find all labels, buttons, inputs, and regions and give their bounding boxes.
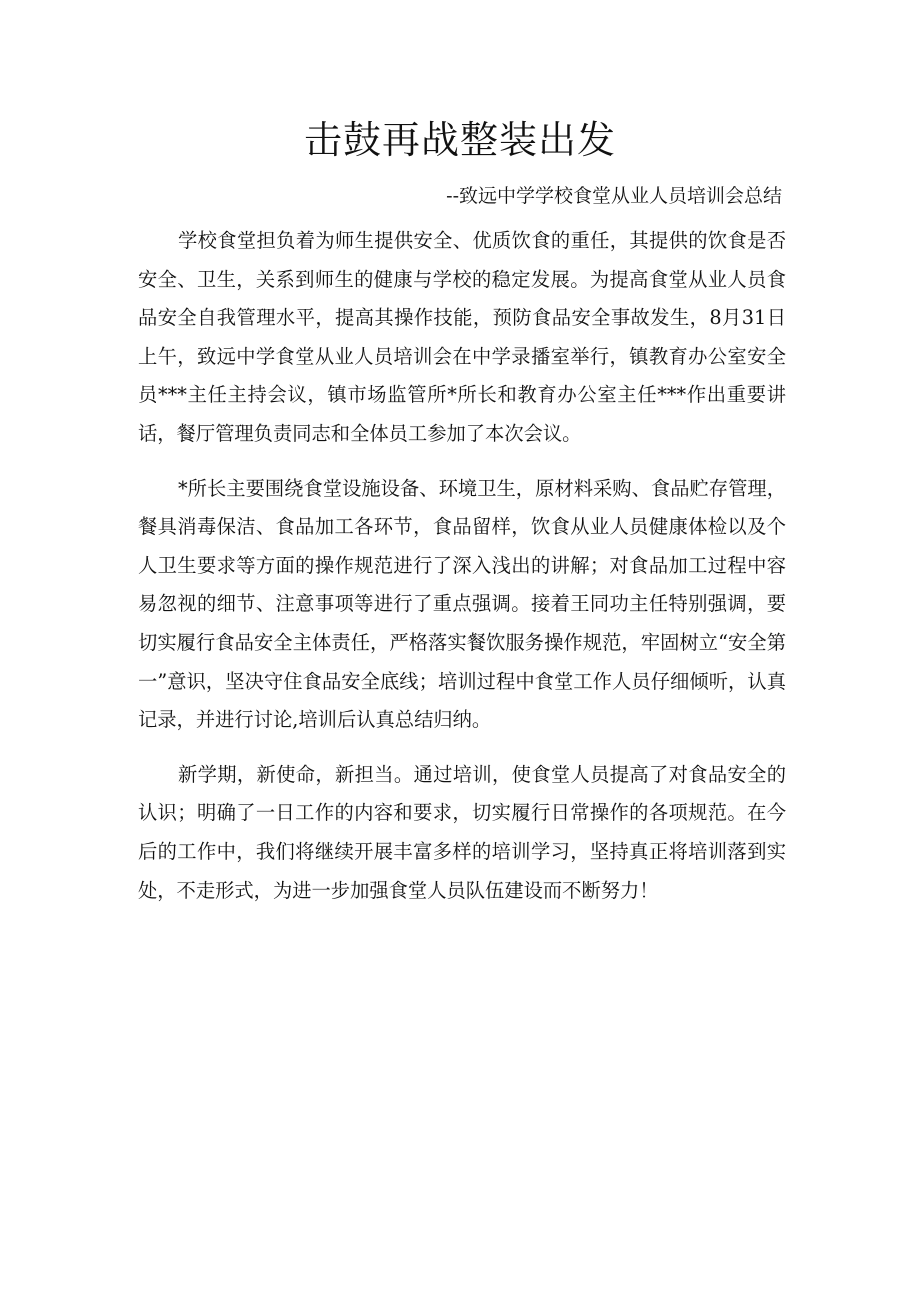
document-body [138, 222, 786, 926]
paragraph: 学校食堂担负着为师生提供安全、优质饮食的重任，其提供的饮食是否安全、卫生，关系到师生的健康与学校的稳定发展。为提高食堂从业人员食品安全自我管理水平，提高其操作技能，预防食品安全事故发生，8月31日上午，致远中学食堂从业人员培训会在中学录播室举行，镇教育办公室安全员***主任主持会议，镇市场监管所*所长和教育办公室主任***作出重要讲话，餐厅管理负责同志和全体员工参加了本次会议。 [138, 229, 786, 445]
document-subtitle: --致远中学学校食堂从业人员培训会总结 [446, 185, 782, 207]
paragraph: 新学期，新使命，新担当。通过培训，使食堂人员提高了对食品安全的认识；明确了一日工作的内容和要求，切实履行日常操作的各项规范。在今后的工作中，我们将继续开展丰富多样的培训学习，坚持真正将培训落到实处，不走形式，为进一步加强食堂人员队伍建设而不断努力！ [138, 762, 786, 902]
paragraph: *所长主要围绕食堂设施设备、环境卫生，原材料采购、食品贮存管理，餐具消毒保洁、食品加工各环节，食品留样，饮食从业人员健康体检以及个人卫生要求等方面的操作规范进行了深入浅出的讲解；对食品加工过程中容易忽视的细节、注意事项等进行了重点强调。接着王同功主任特别强调，要切实履行食品安全主体责任，严格落实餐饮服务操作规范，牢固树立“安全第一”意识，坚决守住食品安全底线；培训过程中食堂工作人员仔细倾听，认真记录，并进行讨论,培训后认真总结归纳。 [138, 476, 786, 732]
document-title: 击鼓再战整装出发 [303, 118, 616, 162]
